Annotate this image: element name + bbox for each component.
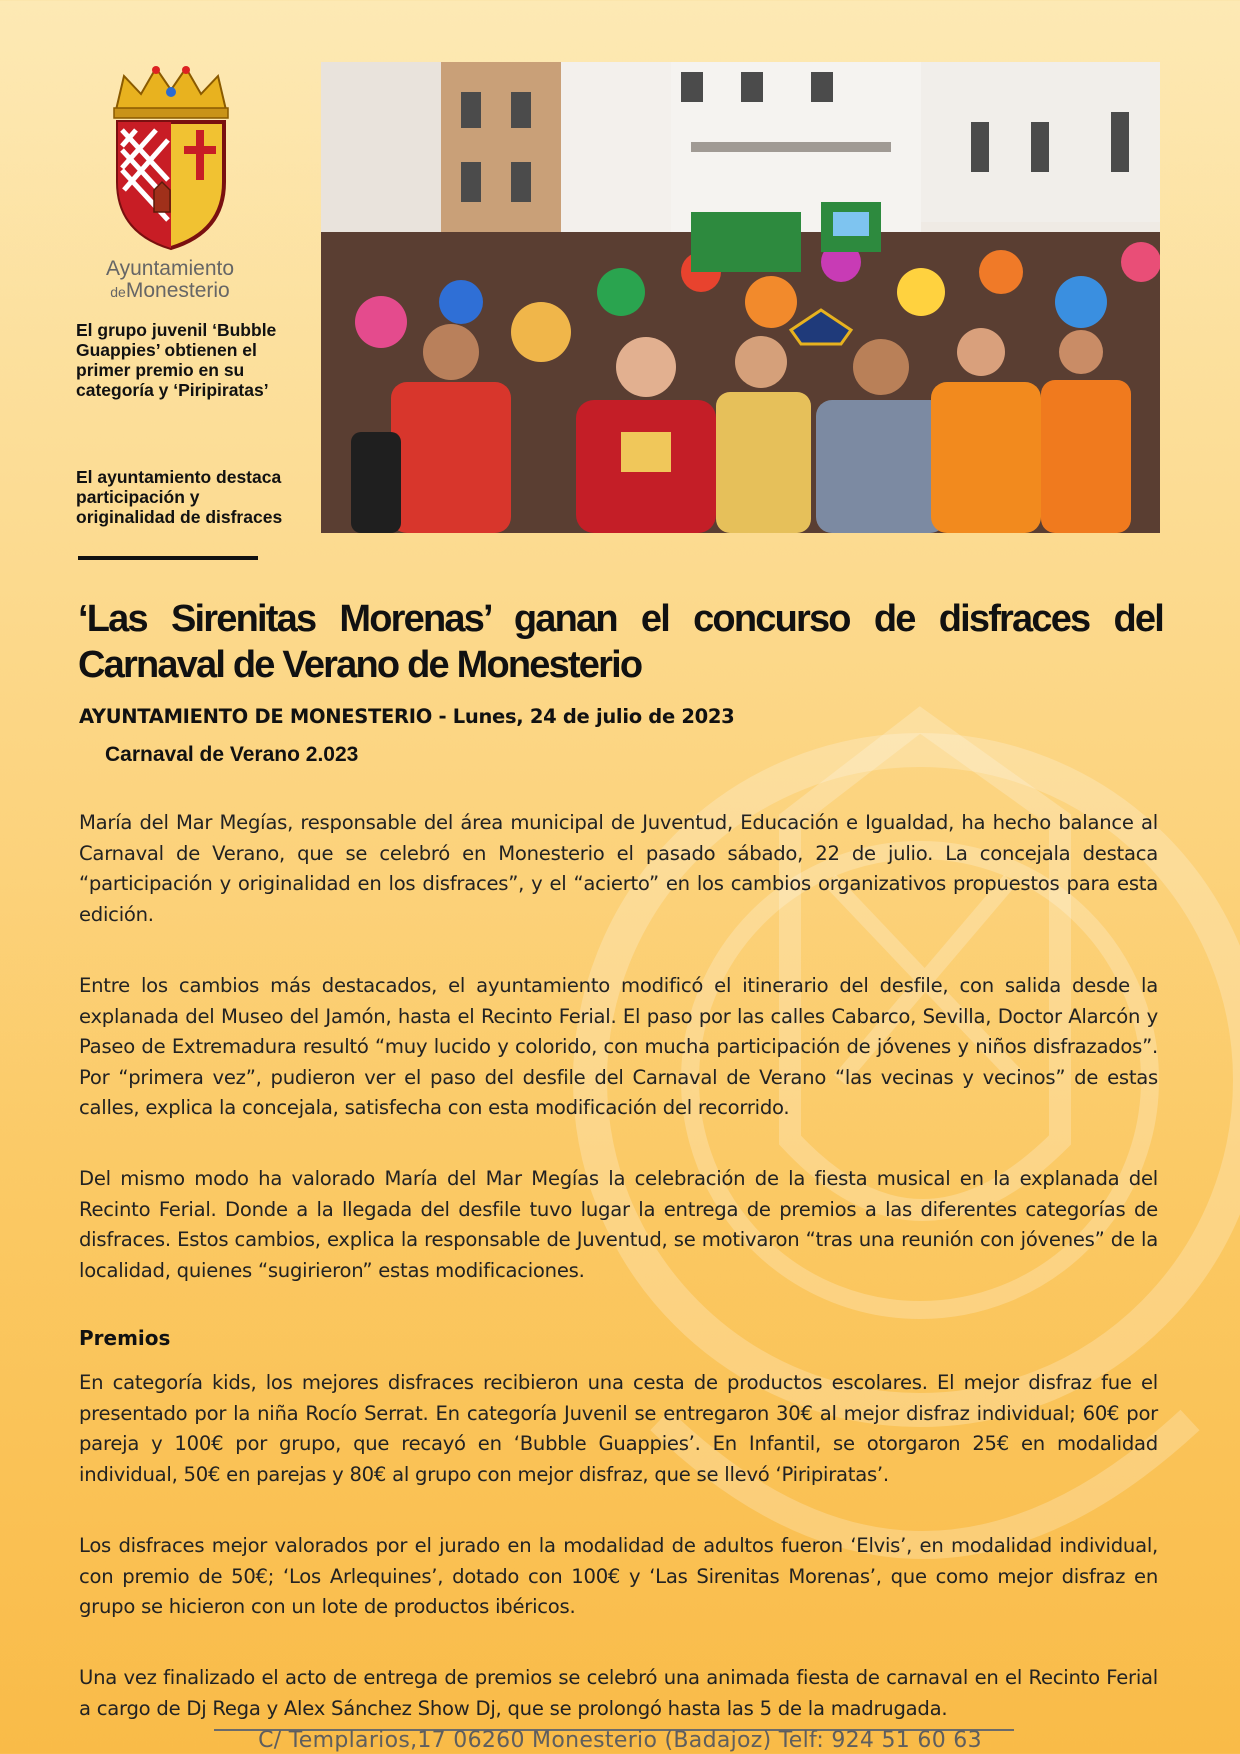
section-heading-premios: Premios [79, 1326, 171, 1350]
article-headline: ‘Las Sirenitas Morenas’ ganan el concurso de disfraces del Carnaval de Verano de Monesterio [78, 598, 1163, 686]
carnival-parade-photo [321, 62, 1160, 533]
article-paragraph: En categoría kids, los mejores disfraces recibieron una cesta de productos escolares. El mejor disfraz fue el presentado por la niña Rocío Serrat. En categoría Juvenil se entregaron 30€ al mejor disfraz individual; 60€ por pareja y 100€ por grupo, que recayó en ‘Bubble Guappies’. En Infantil, se otorgaron 25€ en modalidad individual, 50€ en parejas y 80€ al grupo con mejor disfraz, que se llevó ‘Piripiratas’. [79, 1371, 1158, 1486]
article-paragraph: Entre los cambios más destacados, el ayuntamiento modificó el itinerario del desfile, con salida desde la explanada del Museo del Jamón, hasta el Recinto Ferial. El paso por las calles Cabarco, Sevilla, Doctor Alarcón y Paseo de Extremadura resultó “muy lucido y colorido, con mucha participación de jóvenes y niños disfrazados”. Por “primera vez”, pudieron ver el paso del desfile del Carnaval de Verano “las vecinas y vecinos” de estas calles, explica la concejala, satisfecha con esta modificación del recorrido. [79, 974, 1158, 1119]
brand-line-2-prefix: de [110, 284, 126, 300]
sidebar-highlight-2: El ayuntamiento destaca participación y originalidad de disfraces [76, 467, 283, 527]
coat-of-arms-icon [96, 62, 246, 252]
brand-line-2 [60, 280, 280, 303]
article-paragraph: Una vez finalizado el acto de entrega de premios se celebró una animada fiesta de carnaval en el Recinto Ferial a cargo de Dj Rega y Alex Sánchez Show Dj, que se prolongó hasta las 5 de la madrugada. [79, 1666, 1158, 1720]
article-paragraph: Del mismo modo ha valorado María del Mar Megías la celebración de la fiesta musical en la explanada del Recinto Ferial. Donde a la llegada del desfile tuvo lugar la entrega de premios a las diferentes categorías de disfraces. Estos cambios, explica la responsable de Juventud, se motivaron “tras una reunión con jóvenes” de la localidad, quienes “sugirieron” estas modificaciones. [79, 1167, 1158, 1282]
brand-line-1: Ayuntamiento [105, 257, 235, 280]
sidebar-divider [78, 556, 258, 560]
footer-address: C/ Templarios,17 06260 Monesterio (Badajoz) Telf: 924 51 60 63 [258, 1728, 982, 1753]
article-event-label: Carnaval de Verano 2.023 [105, 743, 359, 766]
sidebar-highlight-1: El grupo juvenil ‘Bubble Guappies’ obtienen el primer premio en su categoría y ‘Piripiratas’ [76, 320, 277, 400]
brand-wordmark [60, 258, 280, 303]
article-paragraph: Los disfraces mejor valorados por el jurado en la modalidad de adultos fueron ‘Elvis’, en modalidad individual, con premio de 50€; ‘Los Arlequines’, dotado con 100€ y ‘Las Sirenitas Morenas’, que como mejor disfraz en grupo se hicieron con un lote de productos ibéricos. [79, 1534, 1158, 1618]
article-paragraph: María del Mar Megías, responsable del área municipal de Juventud, Educación e Igualdad, ha hecho balance al Carnaval de Verano, que se celebró en Monesterio el pasado sábado, 22 de julio. La concejala destaca “participación y originalidad en los disfraces”, y el “acierto” en los cambios organizativos propuestos para esta edición. [79, 811, 1158, 926]
brand-line-2-name: Monesterio [125, 279, 230, 302]
article-byline: AYUNTAMIENTO DE MONESTERIO - Lunes, 24 de julio de 2023 [79, 705, 735, 728]
